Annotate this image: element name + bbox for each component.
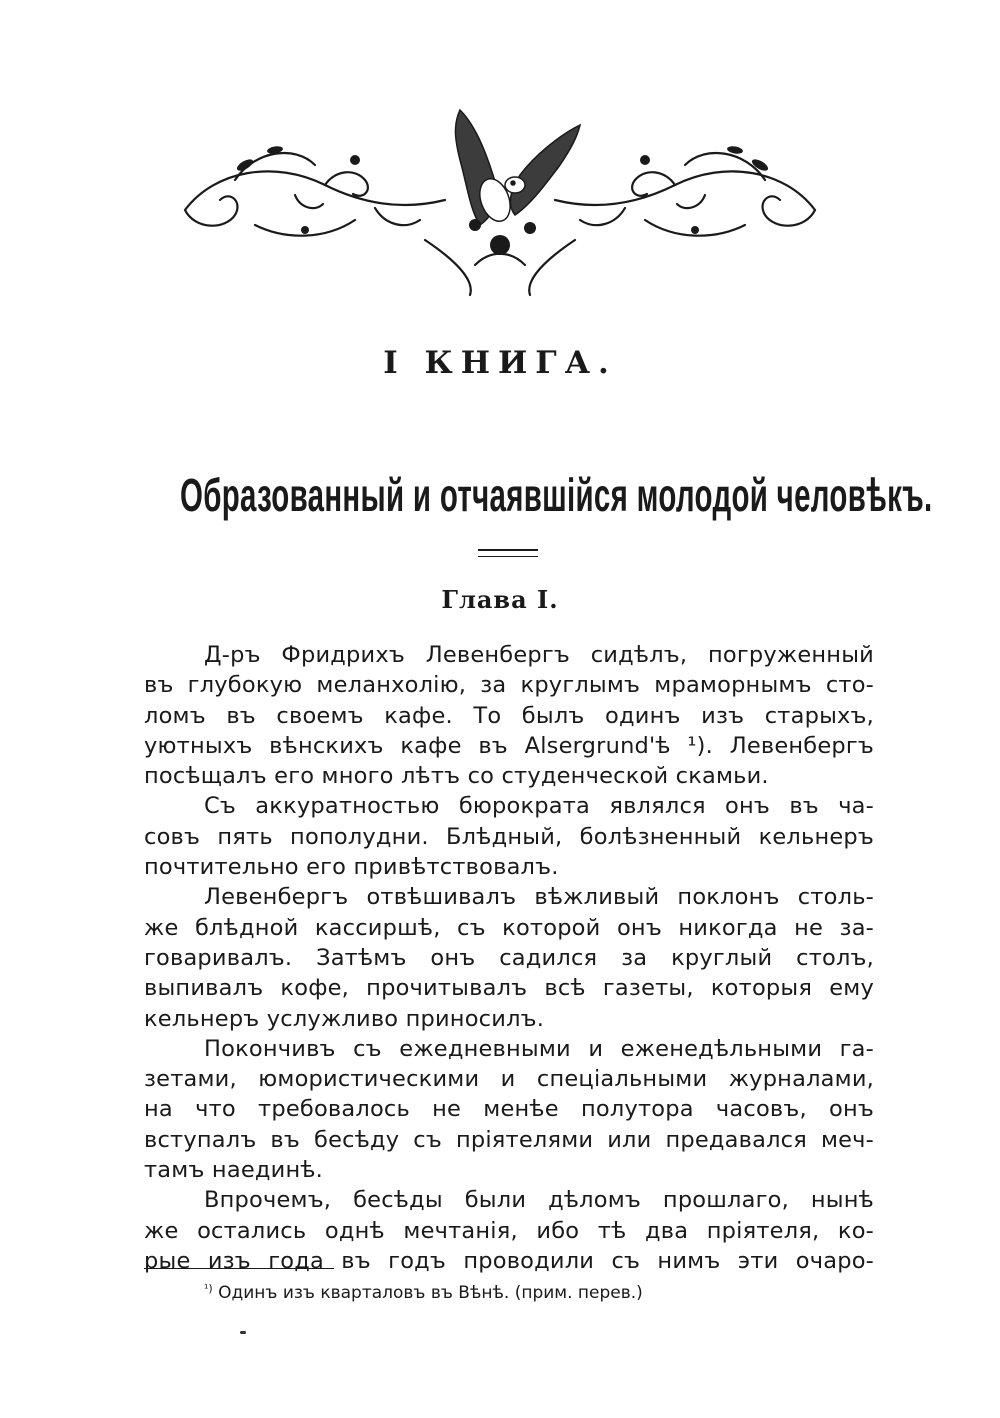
text-line: Левенбергъ отвѣшивалъ вѣжливый поклонъ столь- xyxy=(204,884,874,911)
text-line: Впрочемъ, бесѣды были дѣломъ прошлаго, нынѣ xyxy=(204,1187,874,1214)
text-line: выпивалъ кофе, прочитывалъ всѣ газеты, которыя ему xyxy=(144,975,874,1002)
text-line: почтительно его привѣтствовалъ. xyxy=(144,854,559,881)
print-speck xyxy=(240,1331,246,1334)
text-line: уютныхъ вѣнскихъ кафе въ Alsergrund'ѣ ¹). Левенбергъ xyxy=(144,732,874,759)
footnote-text: Одинъ изъ кварталовъ въ Вѣнѣ. (прим. перев.) xyxy=(218,1283,643,1303)
chapter-heading: Глава I. xyxy=(441,585,559,614)
text-line: же остались однѣ мечтанія, ибо тѣ два пріятеля, ко- xyxy=(144,1217,874,1244)
footnote-divider xyxy=(144,1268,334,1269)
text-line: вступалъ въ бесѣду съ пріятелями или предавался меч- xyxy=(144,1126,874,1153)
text-line: кельнеръ услужливо приносилъ. xyxy=(144,1005,545,1032)
text-line: Д-ръ Фридрихъ Левенбергъ сидѣлъ, погруженный xyxy=(204,642,874,668)
ornament-birds-flourish-icon xyxy=(175,90,825,300)
text-line: въ глубокую меланхолію, за круглымъ мраморнымъ сто- xyxy=(144,672,874,699)
text-line: на что требовалось не менѣе полутора часовъ, онъ xyxy=(144,1096,874,1123)
body-text xyxy=(144,640,874,1276)
text-line: говаривалъ. Затѣмъ онъ садился за круглый столъ, xyxy=(144,944,874,971)
footnote xyxy=(204,1282,643,1303)
text-line: совъ пять пополудни. Блѣдный, болѣзненный кельнеръ xyxy=(144,823,874,850)
text-line: тамъ наединѣ. xyxy=(144,1157,324,1184)
book-heading: I КНИГА. xyxy=(383,345,617,381)
footnote-marker: ¹) xyxy=(204,1282,213,1295)
text-line: Съ аккуратностью бюрократа являлся онъ въ ча- xyxy=(204,793,874,820)
text-line: же блѣдной кассиршѣ, съ которой онъ никогда не за- xyxy=(144,914,874,941)
text-line: посѣщалъ его много лѣтъ со студенческой скамьи. xyxy=(144,763,769,790)
text-line: ломъ въ своемъ кафе. То былъ одинъ изъ старыхъ, xyxy=(144,702,874,729)
text-line: зетами, юмористическими и спеціальными журналами, xyxy=(144,1066,874,1093)
title-divider xyxy=(478,549,538,557)
text-line: Покончивъ съ ежедневными и еженедѣльными га- xyxy=(204,1035,874,1062)
text-line: рые изъ года въ годъ проводили съ нимъ эти очаро- xyxy=(144,1247,874,1274)
page-title: Образованный и отчаявшійся молодой человѣкъ. xyxy=(180,469,933,521)
